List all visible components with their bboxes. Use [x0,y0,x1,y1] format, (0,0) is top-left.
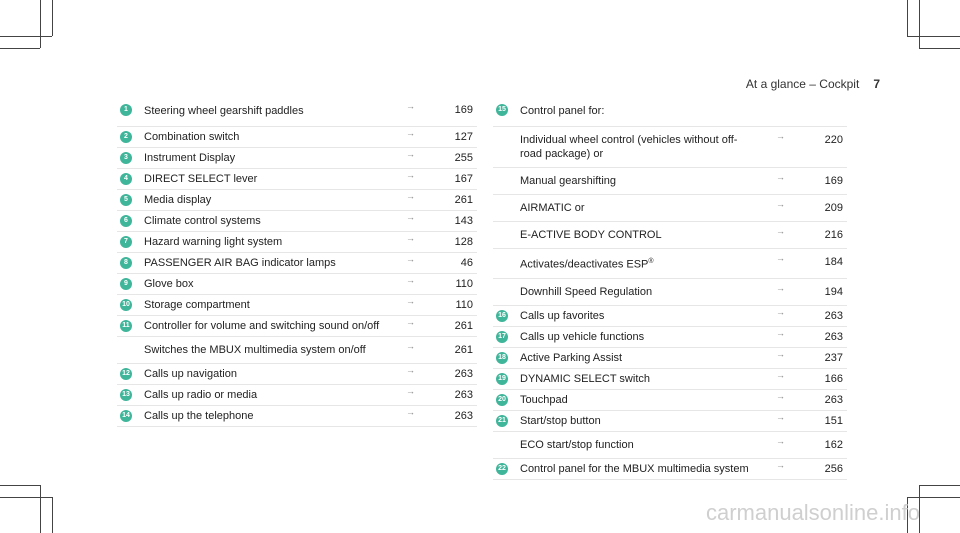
callout-number-badge: 20 [496,394,508,406]
index-row [493,327,847,348]
page-reference[interactable]: 216 [824,229,843,241]
page-reference[interactable]: 263 [454,368,473,380]
callout-number-badge: 22 [496,463,508,475]
page-reference[interactable]: 263 [824,393,843,406]
index-item-label [144,277,387,291]
page-reference[interactable]: 110 [455,299,473,311]
index-item-text: Switches the MBUX multimedia system on/off [144,344,366,356]
index-row [493,168,847,195]
callout-number-badge: 12 [120,368,132,380]
index-row [493,459,847,480]
index-item-label [144,409,387,423]
callout-number-badge: 6 [120,215,132,227]
right-column [493,100,847,480]
index-row [117,232,477,253]
page-reference[interactable]: 209 [824,202,843,214]
page-header [746,77,880,91]
callout-number-badge: 19 [496,373,508,385]
index-item-label [520,372,757,386]
index-row [117,364,477,385]
callout-number-badge: 8 [120,257,132,269]
index-item-label [144,343,387,357]
index-row [117,253,477,274]
index-item-text: PASSENGER AIR BAG indicator lamps [144,257,336,269]
index-row [117,316,477,337]
page-reference[interactable]: 255 [454,152,473,164]
index-item-text: Control panel for the MBUX multimedia system [520,462,749,475]
arrow-right-icon: → [776,390,785,401]
index-item-text: Downhill Speed Regulation [520,285,653,298]
index-item-text: Glove box [144,278,194,290]
index-item-text: Active Parking Assist [520,351,623,364]
index-item-text: E-ACTIVE BODY CONTROL [520,229,662,241]
arrow-right-icon: → [776,131,785,141]
index-item-label [520,255,757,272]
arrow-right-icon: → [406,254,415,264]
arrow-right-icon: → [776,435,785,446]
index-item-text: Steering wheel gearshift paddles [144,105,304,117]
page-reference[interactable]: 143 [454,215,473,227]
index-row [117,100,477,127]
watermark: carmanualsonline.info [705,500,920,525]
section-title: At a glance – Cockpit [745,77,860,91]
index-item-text: Calls up the telephone [144,410,254,422]
index-item-text: Calls up vehicle functions [520,330,645,343]
index-item-label [520,309,757,323]
index-row [493,390,847,411]
index-item-label [520,228,757,242]
index-row [493,279,847,306]
index-row [117,274,477,295]
index-row [493,348,847,369]
arrow-right-icon: → [776,306,785,317]
page-reference[interactable]: 167 [454,173,473,185]
index-item-text: Combination switch [144,131,240,143]
index-item-label [144,298,387,312]
page-reference[interactable]: 263 [824,309,843,322]
index-row [117,127,477,148]
left-column [117,100,477,427]
page-reference[interactable]: 220 [824,134,843,146]
arrow-right-icon: → [406,128,415,138]
arrow-right-icon: → [776,348,785,359]
index-item-text: Activates/deactivates ESP [520,258,649,271]
arrow-right-icon: → [776,282,785,293]
index-item-text: Hazard warning light system [144,236,283,248]
page-reference[interactable]: 127 [454,131,473,143]
callout-number-badge: 9 [120,278,132,290]
index-item-text: Controller for volume and switching sound on/off [144,320,380,332]
index-item-label [144,172,387,186]
arrow-right-icon: → [406,275,415,285]
index-item-text: Media display [144,194,212,206]
callout-number-badge: 10 [120,299,132,311]
index-item-text: Individual wheel control (vehicles without off-road package) or [520,134,738,160]
callout-number-badge: 7 [120,236,132,248]
index-item-label [520,393,757,407]
index-item-label [144,367,387,381]
page-reference[interactable]: 169 [824,175,843,187]
index-item-label [520,104,757,118]
page-reference[interactable]: 184 [824,256,843,268]
arrow-right-icon: → [406,170,415,180]
arrow-right-icon: → [406,212,415,222]
index-item-text: Storage compartment [144,299,250,311]
callout-number-badge: 5 [120,194,132,206]
page-reference[interactable]: 261 [454,194,473,206]
index-item-label [144,104,387,118]
crop-mark [907,0,908,36]
index-row [117,148,477,169]
crop-mark [907,497,960,498]
index-item-text: Climate control systems [144,215,261,227]
index-row [493,432,847,459]
index-row [493,100,847,127]
arrow-right-icon: → [776,459,785,470]
callout-number-badge: 2 [120,131,132,143]
arrow-right-icon: → [776,172,785,182]
index-item-label [520,351,757,365]
index-row [493,411,847,432]
index-item-text: DYNAMIC SELECT switch [520,372,650,385]
index-row [493,249,847,279]
index-item-label [144,214,387,228]
index-row [117,295,477,316]
index-item-text: Calls up navigation [144,368,237,380]
crop-mark [0,36,52,37]
arrow-right-icon: → [406,296,415,306]
crop-mark [0,485,40,486]
crop-mark [52,0,53,36]
index-row [117,169,477,190]
index-item-label [144,193,387,207]
index-item-text: DIRECT SELECT lever [144,173,258,185]
index-item-text: Calls up favorites [520,309,605,322]
page-reference[interactable]: 263 [454,410,473,422]
index-row [493,306,847,327]
page-reference[interactable]: 166 [824,372,843,385]
callout-number-badge: 14 [120,410,132,422]
index-row [493,195,847,222]
page-reference[interactable]: 261 [454,320,473,332]
page-reference[interactable]: 261 [454,344,473,356]
arrow-right-icon: → [776,253,785,263]
page-reference[interactable]: 194 [824,285,843,298]
arrow-right-icon: → [776,226,785,236]
index-row [117,211,477,232]
index-item-label [144,130,387,144]
index-item-label [144,319,387,333]
arrow-right-icon: → [776,369,785,380]
arrow-right-icon: → [406,191,415,201]
index-item-label [520,330,757,344]
page-reference[interactable]: 110 [455,278,473,290]
page-reference[interactable]: 151 [824,414,843,427]
callout-number-badge: 21 [496,415,508,427]
crop-mark [919,48,960,49]
index-item-label [144,235,387,249]
page-reference[interactable]: 169 [454,104,473,116]
page-reference[interactable]: 263 [824,330,843,343]
arrow-right-icon: → [406,407,415,417]
index-row [117,190,477,211]
page-reference[interactable]: 263 [454,389,473,401]
index-item-text: ECO start/stop function [520,438,634,451]
index-item-label [520,133,757,161]
index-row [493,222,847,249]
index-item-label [520,438,757,452]
page-reference[interactable]: 256 [824,462,843,475]
index-item-text: Manual gearshifting [520,175,617,187]
page-reference[interactable]: 162 [824,438,843,451]
arrow-right-icon: → [776,327,785,338]
index-item-label [520,414,757,428]
callout-number-badge: 17 [496,331,508,343]
index-item-text: Instrument Display [144,152,236,164]
callout-number-badge: 18 [496,352,508,364]
arrow-right-icon: → [406,386,415,396]
arrow-right-icon: → [406,317,415,327]
crop-mark [0,48,40,49]
arrow-right-icon: → [776,199,785,209]
index-row [493,127,847,168]
crop-mark [0,497,52,498]
callout-number-badge: 16 [496,310,508,322]
index-row [117,406,477,427]
callout-number-badge: 4 [120,173,132,185]
registered-mark: ® [648,258,654,265]
index-item-label [520,201,757,215]
callout-number-badge: 15 [496,104,508,116]
index-item-text: Control panel for: [520,105,605,117]
arrow-right-icon: → [776,411,785,422]
arrow-right-icon: → [406,341,415,351]
index-item-label [520,285,757,299]
index-item-label [144,388,387,402]
crop-mark [907,36,960,37]
index-item-text: Calls up radio or media [144,389,258,401]
index-item-text: Start/stop button [520,414,601,427]
crop-mark [52,497,53,533]
index-item-text: AIRMATIC or [520,202,585,214]
crop-mark [40,0,41,48]
callout-number-badge: 13 [120,389,132,401]
index-item-label [144,256,387,270]
page-reference[interactable]: 237 [824,351,843,364]
index-row [493,369,847,390]
crop-mark [919,0,920,48]
index-item-label [520,174,757,188]
arrow-right-icon: → [406,149,415,159]
page-number: 7 [873,77,880,91]
index-item-text: Touchpad [520,393,568,406]
index-row [117,385,477,406]
arrow-right-icon: → [406,101,415,111]
page-reference[interactable]: 128 [454,236,473,248]
callout-number-badge: 1 [120,104,132,116]
index-row [117,337,477,364]
index-item-label [520,462,757,476]
callout-number-badge: 3 [120,152,132,164]
crop-mark [919,485,960,486]
callout-number-badge: 11 [120,320,132,332]
index-item-label [144,151,387,165]
crop-mark [40,485,41,533]
page-reference[interactable]: 46 [460,257,473,269]
arrow-right-icon: → [406,233,415,243]
arrow-right-icon: → [406,365,415,375]
